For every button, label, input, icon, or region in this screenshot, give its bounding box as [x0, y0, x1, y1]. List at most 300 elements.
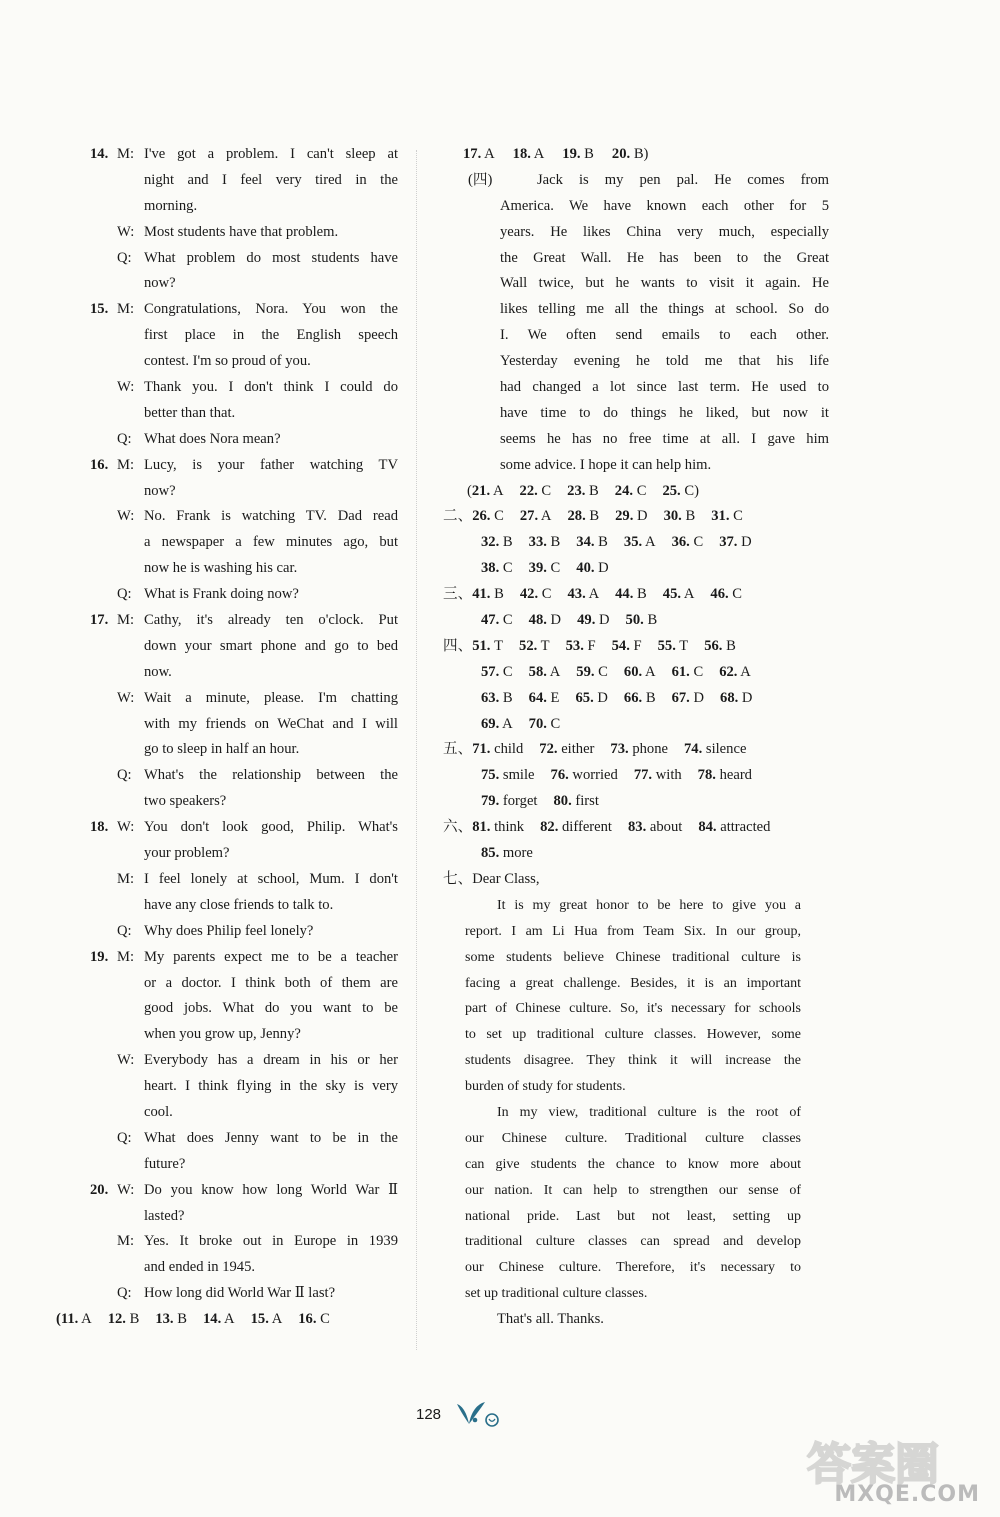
leaf-logo-icon [453, 1398, 501, 1428]
answer-value: B [585, 508, 600, 525]
dialogue-line [90, 893, 402, 919]
dialogue-text: future? [144, 1155, 186, 1172]
answer-number: 47. [481, 612, 500, 629]
closing-text: That's all. Thanks. [497, 1311, 604, 1328]
answer-number: 80. [553, 793, 572, 810]
dialogue-text: or a doctor. I think both of them are [144, 974, 398, 991]
dialogue-text: My parents expect me to be a teacher [144, 948, 398, 965]
answer-value: D [633, 508, 648, 525]
answer-number: 28. [567, 508, 586, 525]
essay-text: part of Chinese culture. So, it's necessary for schools [465, 1001, 801, 1017]
answer-value: different [558, 819, 612, 836]
dialogue-line [90, 297, 402, 323]
answer-number: 51. [472, 637, 491, 654]
answer-value: C [689, 663, 704, 680]
dialogue-text: heart. I think flying in the sky is very [144, 1078, 398, 1095]
dialogue-text: two speakers? [144, 793, 227, 810]
dialogue-text: now. [144, 663, 172, 680]
dialogue-text: now? [144, 482, 176, 499]
answer-number: 72. [539, 741, 558, 758]
dialogue-line [90, 530, 402, 556]
section-marker: 四、 [443, 637, 473, 654]
essay-closing [463, 1307, 803, 1333]
answer-value: T [490, 637, 504, 654]
dialogue-line [90, 479, 402, 505]
answer-value: B) [630, 146, 649, 162]
answer-row [443, 737, 803, 763]
essay-text: our Chinese culture. Traditional culture classes [465, 1130, 801, 1146]
dialogue-text: now he is washing his car. [144, 560, 298, 577]
answer-value: A [530, 146, 545, 162]
dialogue-text: Most students have that problem. [144, 223, 339, 240]
dialogue-line [90, 1178, 402, 1204]
essay-para1-line [463, 996, 803, 1022]
essay-text: our nation. It can help to strengthen our sense of [465, 1182, 801, 1198]
answer-value: B [490, 586, 504, 603]
answer-row [443, 504, 803, 530]
answer-value: worried [568, 767, 618, 784]
dialogue-text: now? [144, 275, 176, 292]
answer-value: about [646, 819, 683, 836]
dialogue-line [90, 634, 402, 660]
dialogue-line [90, 556, 402, 582]
essay-para1-line [463, 945, 803, 971]
essay-para2-line [463, 1255, 803, 1281]
dialogue-text: No. Frank is watching TV. Dad read [144, 508, 398, 525]
speaker-label: W: [117, 508, 135, 525]
answer-number: 25. [662, 482, 681, 499]
essay-para2-line [463, 1229, 803, 1255]
answer-number: 83. [627, 819, 647, 836]
dialogue-line [90, 168, 402, 194]
answer-number: 34. [576, 534, 595, 551]
answer-value: B [173, 1311, 187, 1328]
speaker-label: Q: [117, 1285, 132, 1302]
answer-number: 20. [611, 146, 631, 162]
left-column [56, 142, 402, 1333]
dialogue-line [90, 1281, 402, 1307]
dialogue-line [90, 453, 402, 479]
dialogue-text: your problem? [144, 845, 230, 862]
passage-text: Yesterday evening he told me that his life [500, 353, 829, 370]
page-number: 128 [416, 1406, 442, 1423]
answers-11-16 [56, 1307, 402, 1333]
answer-number: 76. [550, 767, 569, 784]
answer-number: 54. [611, 637, 630, 654]
dialogue-text: morning. [144, 197, 198, 214]
dialogue-line [90, 349, 402, 375]
answer-value: B [580, 146, 594, 162]
essay-para2-line [463, 1100, 803, 1126]
essay-para2-line [463, 1126, 803, 1152]
answer-value: C [499, 560, 513, 577]
answer-number: 16. [298, 1311, 317, 1328]
answer-value: C) [680, 482, 699, 499]
passage-line [463, 375, 829, 401]
answer-number: 55. [657, 637, 676, 654]
dialogue-text: How long did World War Ⅱ last? [144, 1285, 336, 1302]
essay-para2-line [463, 1204, 803, 1230]
passage-text: likes telling me all the things at school. So do [500, 301, 829, 318]
dialogue-line [90, 1126, 402, 1152]
item-number: 19. [90, 948, 109, 965]
dialogue-text: with my friends on WeChat and I will [144, 715, 398, 732]
answer-value: think [490, 819, 525, 836]
speaker-label: M: [117, 612, 135, 629]
column-divider [416, 150, 417, 1350]
dialogue-text: go to sleep in half an hour. [144, 741, 300, 758]
answer-number: 35. [623, 534, 643, 551]
answer-value: A [78, 1311, 92, 1328]
speaker-label: W: [117, 1052, 135, 1069]
dialogue-line [90, 1255, 402, 1281]
answer-value: B [594, 534, 608, 551]
answer-row [463, 530, 803, 556]
dialogue-line [90, 246, 402, 272]
dialogue-line [90, 271, 402, 297]
answer-value: D [593, 689, 608, 706]
answer-value: C [546, 715, 561, 732]
answer-number: 12. [107, 1311, 126, 1328]
answer-row [443, 582, 803, 608]
answer-number: 24. [614, 482, 634, 499]
answer-value: either [557, 741, 595, 758]
answer-row [463, 763, 803, 789]
answer-value: D [594, 560, 609, 577]
answer-value: heard [715, 767, 752, 784]
dialogue-text: contest. I'm so proud of you. [144, 353, 311, 370]
dialogue-line [90, 815, 402, 841]
answer-number: 33. [528, 534, 547, 551]
essay-text: traditional culture classes can spread and develop [465, 1234, 801, 1250]
essay-text: burden of study for students. [465, 1079, 626, 1095]
passage-text: have time to do things he liked, but now it [500, 404, 829, 421]
right-column [443, 142, 829, 1333]
answer-number: 30. [663, 508, 682, 525]
dialogue-text: Congratulations, Nora. You won the [144, 301, 398, 318]
answer-value: forget [499, 793, 538, 810]
essay-text: students disagree. They think it will increase the [465, 1053, 801, 1069]
dialogue-line [90, 945, 402, 971]
answer-number: 17. [463, 146, 482, 162]
dialogue-text: good jobs. What do you want to be [144, 1000, 398, 1017]
answer-number: 43. [567, 586, 586, 603]
essay-para1-line [463, 1048, 803, 1074]
item-number: 16. [90, 456, 109, 473]
essay-text: facing a great challenge. Besides, it is an important [465, 975, 801, 991]
passage-line [463, 427, 829, 453]
answer-number: 60. [623, 663, 643, 680]
passage-text: Wall twice, but he wants to visit it again. He [500, 275, 829, 292]
essay-text: report. I am Li Hua from Team Six. In our group, [465, 923, 801, 939]
passage-line [463, 453, 803, 479]
answer-value: A [642, 663, 656, 680]
essay-para1-line [463, 919, 803, 945]
answer-number: 59. [576, 663, 595, 680]
answer-number: 36. [671, 534, 690, 551]
dialogue-line [90, 142, 402, 168]
watermark-url: MXQE.COM [834, 1482, 980, 1507]
answer-value: first [571, 793, 599, 810]
answer-number: 21. [471, 482, 491, 499]
dialogue-line [90, 582, 402, 608]
answer-value: B [499, 534, 513, 551]
essay-para2-line [463, 1281, 803, 1307]
speaker-label: Q: [117, 1129, 132, 1146]
answer-value: A [481, 146, 495, 162]
answer-number: 48. [528, 612, 547, 629]
dialogue-text: and ended in 1945. [144, 1259, 256, 1276]
answer-number: 18. [512, 146, 531, 162]
answer-number: 22. [519, 482, 538, 499]
speaker-label: W: [117, 689, 135, 706]
essay-text: some students believe Chinese traditional culture is [465, 949, 801, 965]
answer-value: D [595, 612, 610, 629]
dialogue-line [90, 1022, 402, 1048]
dialogue-line [90, 427, 402, 453]
answer-row [463, 789, 803, 815]
answer-number: 62. [719, 663, 738, 680]
answer-number: 44. [615, 586, 634, 603]
essay-para1-line [463, 893, 803, 919]
dialogue-line [90, 1048, 402, 1074]
answer-number: 46. [710, 586, 729, 603]
answer-value: D [546, 612, 562, 629]
answer-value: attracted [716, 819, 771, 836]
dialogue-text: a newspaper a few minutes ago, but [144, 534, 398, 551]
essay-text: In my view, traditional culture is the root of [497, 1104, 801, 1120]
essay-para1-line [463, 1074, 803, 1100]
dialogue-line [90, 660, 402, 686]
essay-salutation [443, 867, 803, 893]
answers-17-20 [463, 142, 803, 168]
passage-line [463, 194, 829, 220]
answer-value: C [728, 586, 743, 603]
answer-number: 39. [528, 560, 547, 577]
passage-text: Jack is my pen pal. He comes from [537, 171, 829, 188]
essay-text: set up traditional culture classes. [465, 1286, 648, 1302]
dialogue-line [90, 789, 402, 815]
dialogue-text: I feel lonely at school, Mum. I don't [144, 870, 398, 887]
answer-number: 37. [719, 534, 738, 551]
passage-label: (四) [468, 171, 493, 188]
answer-number: 40. [576, 560, 595, 577]
dialogue-text: What does Nora mean? [144, 430, 281, 447]
essay-text: can give students the chance to know more about [465, 1156, 801, 1172]
answer-value: phone [628, 741, 668, 758]
passage-line [463, 246, 829, 272]
dialogue-line [90, 919, 402, 945]
answer-value: A [737, 663, 751, 680]
speaker-label: M: [117, 146, 135, 162]
answer-number: 26. [472, 508, 491, 525]
answer-value: F [629, 637, 642, 654]
item-number: 14. [90, 146, 109, 162]
answer-number: 70. [528, 715, 547, 732]
dialogue-text: night and I feel very tired in the [144, 171, 398, 188]
item-number: 18. [90, 819, 109, 836]
answer-value: A [546, 663, 561, 680]
answer-row [463, 556, 803, 582]
answer-row [443, 815, 803, 841]
answer-value: A [499, 715, 513, 732]
answer-value: C [633, 482, 647, 499]
section-marker: 二、 [443, 508, 473, 525]
answer-number: 85. [481, 845, 500, 862]
answer-row [463, 712, 803, 738]
answer-number: 66. [623, 689, 643, 706]
dialogue-line [90, 220, 402, 246]
answer-value: A [268, 1311, 283, 1328]
watermark-chars: 答案圈 [807, 1439, 939, 1490]
answer-number: 74. [684, 741, 703, 758]
dialogue-text: You don't look good, Philip. What's [144, 819, 398, 836]
speaker-label: Q: [117, 767, 132, 784]
passage-line [463, 168, 829, 194]
passage-line [463, 297, 829, 323]
dialogue-text: Yes. It broke out in Europe in 1939 [144, 1233, 398, 1250]
answer-value: A [538, 508, 552, 525]
answer-number: 64. [528, 689, 547, 706]
essay-para1-line [463, 1022, 803, 1048]
answer-value: D [738, 689, 753, 706]
speaker-label: M: [117, 948, 135, 965]
speaker-label: M: [117, 456, 135, 473]
passage-text: seems he has no free time at all. I gave him [500, 430, 829, 447]
answer-value: C [538, 586, 552, 603]
answer-number: 31. [711, 508, 730, 525]
answer-number: 69. [481, 715, 500, 732]
dialogue-line [90, 1100, 402, 1126]
answer-value: T [675, 637, 689, 654]
passage-line [463, 220, 829, 246]
answer-number: 50. [625, 612, 644, 629]
passage-text: I. We often send emails to each other. [500, 327, 829, 344]
answer-value: with [652, 767, 682, 784]
speaker-label: M: [117, 870, 135, 887]
answer-value: C [537, 482, 552, 499]
passage-text: some advice. I hope it can help him. [500, 456, 712, 473]
section-marker: 五、 [443, 741, 473, 758]
dialogue-text: What's the relationship between the [144, 767, 398, 784]
answer-number: 27. [519, 508, 539, 525]
answer-row [463, 479, 803, 505]
dialogue-text: Why does Philip feel lonely? [144, 922, 314, 939]
answer-value: B [642, 689, 656, 706]
answer-value: C [594, 663, 608, 680]
dialogue-line [90, 867, 402, 893]
answer-value: more [499, 845, 533, 862]
answer-number: 81. [472, 819, 491, 836]
passage-text: the Great Wall. He has been to the Great [500, 249, 829, 266]
speaker-label: W: [117, 1181, 135, 1198]
answer-number: 78. [697, 767, 716, 784]
answer-value: D [737, 534, 752, 551]
essay-para1-line [463, 971, 803, 997]
speaker-label: Q: [117, 430, 132, 447]
answer-value: T [537, 637, 550, 654]
speaker-label: W: [117, 379, 135, 396]
answer-value: C [729, 508, 743, 525]
answer-number: 82. [540, 819, 559, 836]
passage-text: had changed a lot since last term. He used to [500, 379, 829, 396]
answer-number: 15. [250, 1311, 269, 1328]
dialogue-text: What problem do most students have [144, 249, 398, 266]
speaker-label: Q: [117, 249, 132, 266]
answer-number: 58. [528, 663, 547, 680]
answer-value: A [681, 586, 695, 603]
answer-number: 42. [519, 586, 539, 603]
answer-number: 65. [575, 689, 594, 706]
salutation-text: Dear Class, [472, 870, 540, 887]
dialogue-line [90, 608, 402, 634]
dialogue-line [90, 323, 402, 349]
speaker-label: Q: [117, 586, 132, 603]
answer-number: 71. [472, 741, 491, 758]
answer-number: 73. [610, 741, 629, 758]
answer-number: 57. [481, 663, 500, 680]
answer-number: 45. [662, 586, 682, 603]
essay-text: It is my great honor to be here to give you a [497, 897, 801, 913]
answer-value: E [546, 689, 560, 706]
essay-text: our Chinese culture. Therefore, it's necessary to [465, 1260, 801, 1276]
open-paren: ( [467, 482, 472, 499]
answer-number: 32. [481, 534, 500, 551]
dialogue-text: Everybody has a dream in his or her [144, 1052, 398, 1069]
dialogue-text: have any close friends to talk to. [144, 896, 334, 913]
dialogue-line [90, 763, 402, 789]
dialogue-text: Cathy, it's already ten o'clock. Put [144, 612, 398, 629]
answer-number: 77. [633, 767, 653, 784]
answer-number: 14. [202, 1311, 222, 1328]
dialogue-text: What does Jenny want to be in the [144, 1129, 398, 1146]
answer-value: B [722, 637, 736, 654]
dialogue-text: down your smart phone and go to bed [144, 637, 398, 654]
dialogue-line [90, 712, 402, 738]
answer-value: B [681, 508, 696, 525]
answer-value: C [316, 1311, 330, 1328]
answer-number: 63. [481, 689, 500, 706]
answer-value: C [499, 612, 513, 629]
dialogue-text: I've got a problem. I can't sleep at [144, 146, 398, 162]
answer-value: B [633, 586, 647, 603]
answer-value: A [221, 1311, 235, 1328]
dialogue-line [90, 504, 402, 530]
dialogue-line [90, 1074, 402, 1100]
answer-value: B [125, 1311, 140, 1328]
dialogue-text: better than that. [144, 404, 236, 421]
dialogue-text: lasted? [144, 1207, 185, 1224]
section-marker: 六、 [443, 819, 473, 836]
answer-number: 52. [519, 637, 538, 654]
passage-line [463, 271, 829, 297]
item-number: 15. [90, 301, 109, 318]
answer-value: smile [499, 767, 535, 784]
answer-number: 84. [698, 819, 717, 836]
answer-number: 38. [481, 560, 500, 577]
speaker-label: W: [117, 223, 135, 240]
essay-text: to set up traditional culture classes. However, some [465, 1027, 801, 1043]
answer-value: A [642, 534, 656, 551]
answer-row [443, 634, 803, 660]
answer-number: 53. [565, 637, 584, 654]
passage-text: America. We have known each other for 5 [500, 197, 829, 214]
answer-value: A [585, 586, 600, 603]
answer-number: 79. [481, 793, 500, 810]
speaker-label: Q: [117, 922, 132, 939]
dialogue-line [90, 1229, 402, 1255]
dialogue-line [90, 194, 402, 220]
